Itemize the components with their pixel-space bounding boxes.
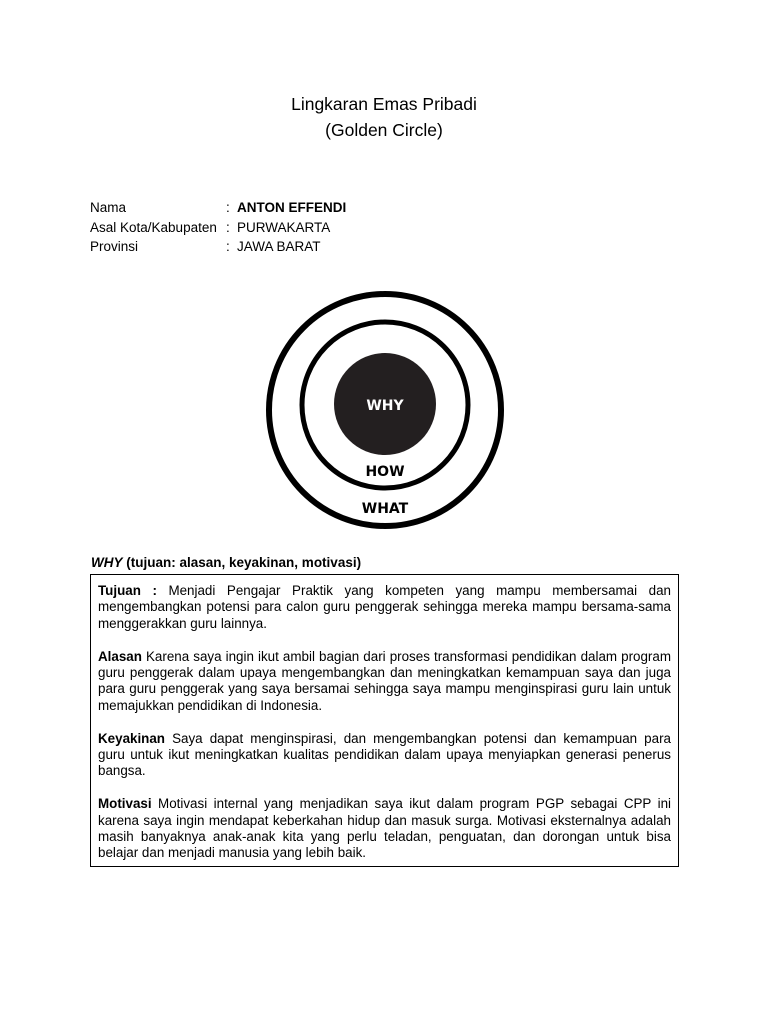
paragraph-text: Karena saya ingin ikut ambil bagian dari proses transformasi pendidikan dalam program guru penggerak dalam upaya mengembangkan dan meningkatkan kemampuan saya dan juga para guru penggerak yang saya bersamai sehingga saya mampu menginspirasi guru lain untuk memajukkan pendidikan di Indonesia. [98, 648, 671, 713]
paragraph-keyword: Tujuan : [98, 583, 157, 598]
golden-circle-diagram [255, 280, 515, 540]
info-separator: : [226, 239, 230, 254]
info-value-nama: ANTON EFFENDI [237, 200, 347, 215]
paragraph-alasan [98, 649, 671, 715]
why-content-box [90, 574, 679, 867]
info-value-provinsi: JAWA BARAT [237, 239, 321, 254]
paragraph-tujuan [98, 583, 671, 632]
paragraph-text: Saya dapat menginspirasi, dan mengembangkan potensi dan kemampuan para guru untuk ikut meningkatkan kualitas pendidikan dalam upaya menyiapkan generasi penerus bangsa. [98, 730, 671, 779]
document-title: Lingkaran Emas Pribadi [291, 94, 477, 114]
how-label: HOW [365, 464, 405, 480]
paragraph-keyakinan [98, 731, 671, 780]
why-heading-keyword: WHY [91, 555, 123, 570]
info-label: Nama [90, 200, 127, 215]
paragraph-keyword: Motivasi [98, 796, 152, 812]
paragraph-text: Menjadi Pengajar Praktik yang kompeten yang mampu membersamai dan mengembangkan potensi para calon guru penggerak sehingga mereka mampu bersama-sama menggerakkan guru lainnya. [98, 583, 671, 631]
info-separator: : [226, 200, 230, 215]
paragraph-keyword: Alasan [98, 648, 142, 664]
why-label: WHY [366, 398, 404, 414]
document-subtitle: (Golden Circle) [325, 120, 443, 140]
paragraph-keyword: Keyakinan [98, 730, 165, 746]
info-value-asal-kota: PURWAKARTA [237, 219, 331, 235]
info-label: Asal Kota/Kabupaten [90, 219, 217, 235]
why-heading-text: (tujuan: alasan, keyakinan, motivasi) [122, 555, 362, 570]
paragraph-motivasi [98, 796, 671, 862]
why-section-heading [91, 554, 361, 572]
info-label: Provinsi [90, 239, 139, 254]
paragraph-text: Motivasi internal yang menjadikan saya ikut dalam program PGP sebagai CPP ini karena saya ingin mendapat keberkahan hidup dan masuk surga. Motivasi eksternalnya adalah masih banyaknya anak-anak kita yang perlu teladan, penguatan, dan dorongan untuk bisa belajar dan menjadi manusia yang lebih baik. [98, 796, 671, 861]
what-label: WHAT [361, 501, 409, 517]
info-separator: : [226, 219, 230, 235]
